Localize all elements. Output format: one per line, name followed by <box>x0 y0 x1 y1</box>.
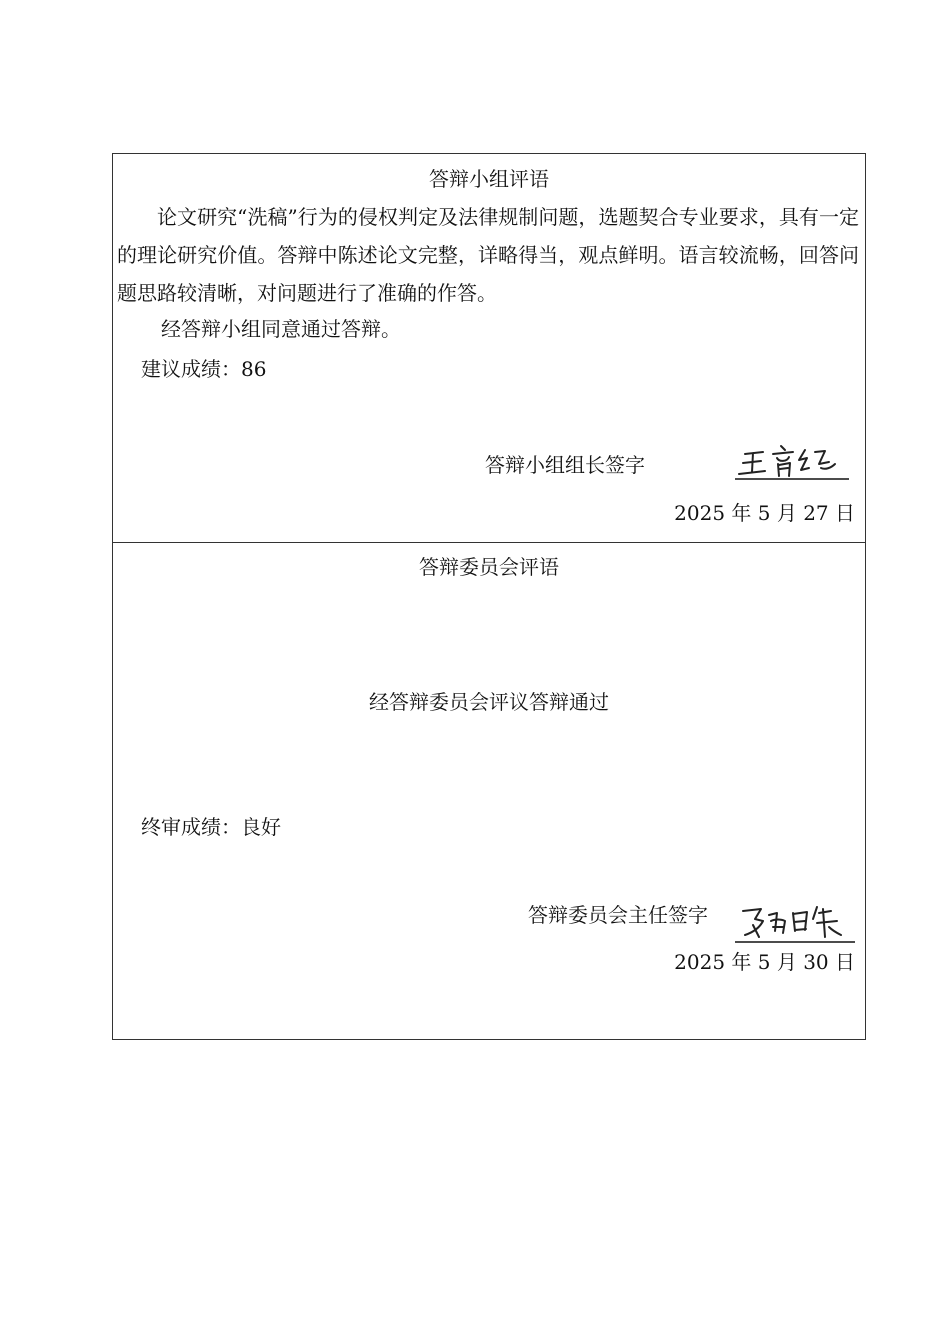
group-comment-text: 论文研究“洗稿”行为的侵权判定及法律规制问题，选题契合专业要求，具有一定的理论研究价值。答辩中陈述论文完整，详略得当，观点鲜明。语言较流畅，回答问题思路较清晰，对问题进行了准确的作答。 <box>117 205 859 305</box>
group-conclusion: 经答辩小组同意通过答辩。 <box>161 317 401 341</box>
committee-director-signature-label: 答辩委员会主任签字 <box>528 903 708 927</box>
committee-decision: 经答辩委员会评议答辩通过 <box>369 690 609 714</box>
group-comment-heading: 答辩小组评语 <box>429 167 549 191</box>
group-leader-signature <box>733 438 851 482</box>
suggested-score: 建议成绩：86 <box>141 357 267 381</box>
group-date: 2025 年 5 月 27 日 <box>674 501 855 525</box>
group-leader-signature-label: 答辩小组组长签字 <box>485 453 645 477</box>
final-grade: 终审成绩：良好 <box>141 815 281 839</box>
committee-director-signature <box>733 897 857 945</box>
committee-comment-section <box>112 542 866 1040</box>
committee-comment-heading: 答辩委员会评语 <box>419 555 559 579</box>
committee-date: 2025 年 5 月 30 日 <box>674 950 855 974</box>
group-comment-section <box>112 153 866 543</box>
